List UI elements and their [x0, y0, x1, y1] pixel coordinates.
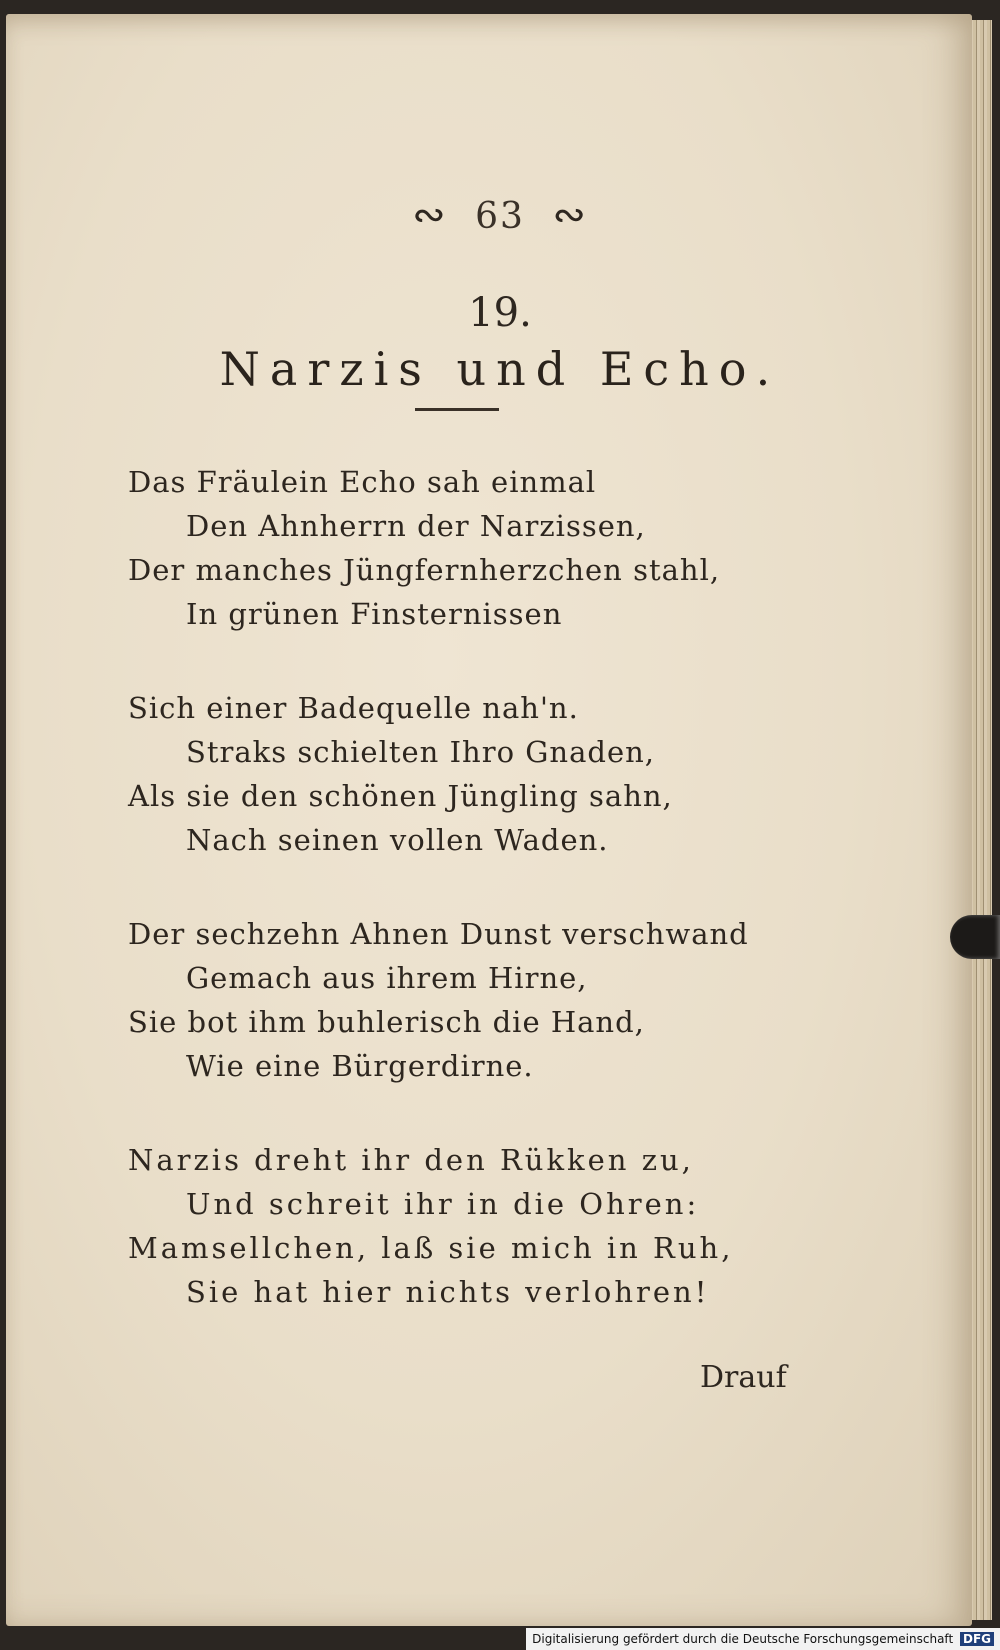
- stanza: [128, 686, 768, 862]
- verse-line: Wie eine Bürgerdirne.: [186, 1049, 534, 1083]
- verse-line: Der sechzehn Ahnen Dunst verschwand: [128, 917, 749, 951]
- title-rule: [415, 408, 499, 411]
- page-number: 63: [475, 196, 525, 237]
- ornament-left-icon: ∾: [412, 192, 448, 238]
- verse-line: Sie hat hier nichts verlohren!: [186, 1275, 710, 1309]
- verse-line: Nach seinen vollen Waden.: [186, 823, 609, 857]
- running-header: [0, 192, 1000, 238]
- verse-line: Mamsellchen, laß sie mich in Ruh,: [128, 1231, 734, 1265]
- digitization-credit: [526, 1628, 1000, 1650]
- verse-line: Straks schielten Ihro Gnaden,: [186, 735, 655, 769]
- verse-line: Der manches Jüngfernherzchen stahl,: [128, 553, 721, 587]
- page-clip: [950, 915, 1000, 959]
- verse-line: Gemach aus ihrem Hirne,: [186, 961, 588, 995]
- poem-title: Narzis und Echo.: [219, 342, 781, 396]
- verse-line: Das Fräulein Echo sah einmal: [128, 465, 597, 499]
- stanza: [128, 460, 768, 636]
- stanza: [128, 1138, 768, 1314]
- catchword: Drauf: [700, 1360, 787, 1395]
- verse-line: Und schreit ihr in die Ohren:: [186, 1187, 700, 1221]
- verse-line: Sich einer Badequelle nah'n.: [128, 691, 579, 725]
- verse-line: Sie bot ihm buhlerisch die Hand,: [128, 1005, 645, 1039]
- verse-line: Den Ahnherrn der Narzissen,: [186, 509, 646, 543]
- dfg-logo: DFG: [960, 1632, 994, 1646]
- verse-line: In grünen Finsternissen: [186, 597, 563, 631]
- credit-text: Digitalisierung gefördert durch die Deutsche Forschungsgemeinschaft: [532, 1632, 954, 1646]
- stanza: [128, 912, 768, 1088]
- verse-line: Als sie den schönen Jüngling sahn,: [128, 779, 673, 813]
- ornament-right-icon: ∾: [552, 192, 588, 238]
- poem-number: 19.: [468, 290, 532, 336]
- poem-body: [128, 460, 768, 1364]
- verse-line: Narzis dreht ihr den Rükken zu,: [128, 1143, 694, 1177]
